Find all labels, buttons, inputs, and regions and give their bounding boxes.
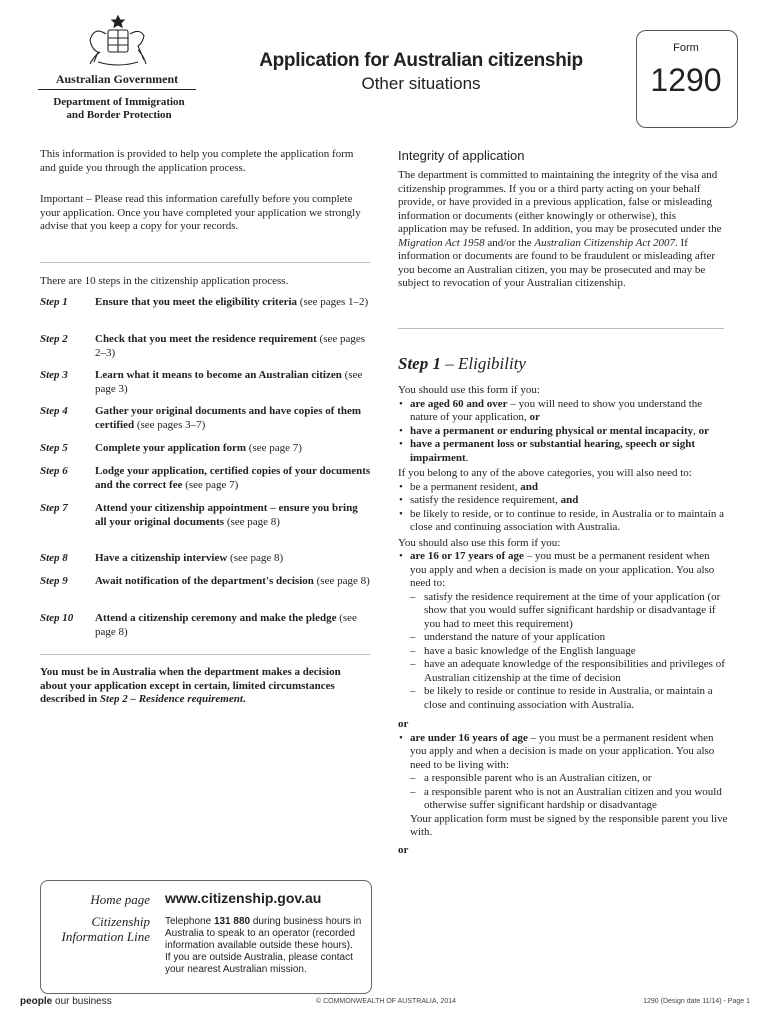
and-text: and [520,480,539,493]
step-label: Step 3 [40,369,68,381]
department-name [38,96,200,122]
government-name: Australian Government [55,72,179,86]
citizenship-act: Australian Citizenship Act 2007 [534,236,676,249]
criterion-text: – you will need to show you understand the nature of your application, [410,397,703,423]
divider [38,89,196,90]
step1-heading [398,354,526,374]
step-title: Check that you meet the residence requirement [95,333,317,345]
phone-number: 131 880 [213,916,251,927]
divider [40,654,370,655]
step-label: Step 5 [40,442,68,454]
step-label: Step 10 [40,612,74,624]
step-pages: (see page 3) [95,369,363,395]
info-line-label-2: Information Line [61,929,150,944]
step-pages: (see page 8) [313,575,370,587]
step-label: Step 6 [40,465,68,477]
list-item [398,732,728,773]
step-pages: (see page 8) [95,612,357,638]
list-item [398,550,728,591]
criterion-bold: have a permanent loss or substantial hearing, speech or sight impairment [410,438,696,464]
or-separator [398,844,728,858]
step1-content [398,384,728,857]
step-title: Gather your original documents and have copies of them certified [95,405,362,431]
sub-list-item: – be likely to reside or continue to reside in Australia, or maintain a close and continuing association with Australia. [398,685,728,712]
list-item [398,508,728,535]
belong-text: If you belong to any of the above categories, you will also need to: [398,467,692,479]
step-title: Have a citizenship interview [95,552,228,564]
list-item [398,425,728,439]
list-item [398,398,728,425]
divider [40,262,370,263]
step-label: Step 8 [40,552,68,564]
coat-of-arms-icon [78,14,158,70]
note-italic: Step 2 – Residence requirement [99,693,243,705]
step-pages: (see page 7) [246,442,302,454]
list-item [398,438,728,465]
signed-text: Your application form must be signed by the responsible parent you live with. [410,812,728,838]
info-line-label-1: Citizenship [91,914,150,929]
note-text: You must be in Australia when the department makes a decision about your application except in certain, limited circumstances described in [40,666,341,705]
step-label: Step 1 [40,296,68,308]
footer-business: our business [52,996,112,1007]
sub-list-item: – understand the nature of your application [398,631,728,645]
integrity-text: and/or the [484,236,535,249]
list-item [398,494,728,508]
step-pages: (see pages 2–3) [95,333,366,359]
steps-intro: There are 10 steps in the citizenship application process. [40,275,289,287]
step-title: Lodge your application, certified copies of your documents and the correct fee [95,465,371,491]
divider [398,328,724,329]
need-text: satisfy the residence requirement, [410,494,561,506]
step-title: Learn what it means to become an Australian citizen [95,369,342,381]
residence-note [40,666,370,707]
intro-paragraph: This information is provided to help you complete the application form and guide you through the application process. [40,148,354,174]
or-text: or [529,411,540,423]
criterion-bold: are 16 or 17 years of age [410,550,524,562]
integrity-paragraph [398,169,724,291]
step-pages: (see page 7) [182,478,239,491]
step-title: Ensure that you meet the eligibility criteria [95,296,298,308]
criterion-bold: are under 16 years of age [410,731,528,744]
or-separator [398,718,728,732]
or-text: or [698,424,710,437]
step-title: Await notification of the department's decision [95,575,314,587]
note-end: . [242,693,246,705]
step1-heading-rest: – Eligibility [440,354,526,373]
step-label: Step 4 [40,405,68,417]
department-line-2: and Border Protection [66,109,172,121]
page-subtitle: Other situations [361,74,481,93]
criterion-text: , [693,424,699,437]
step-label: Step 2 [40,333,68,345]
or-text: or [398,843,409,856]
criterion-text: – you must be a permanent resident when you apply and when a decision is made on your application. You also need to be living with: [410,731,715,771]
step-pages: (see page 8) [224,515,280,528]
step-title: Complete your application form [95,442,247,454]
footer-copyright: © COMMONWEALTH OF AUSTRALIA, 2014 [316,998,456,1005]
integrity-text: The department is committed to maintaining the integrity of the visa and citizenship programmes. If you or a third party acting on your behalf provide, or have provided in a previous application, false or misleading information or documents (either knowingly or otherwise), this application may be refused. In addition, you may be prosecuted under the [398,169,722,235]
step-label: Step 9 [40,575,68,587]
criterion-bold: are aged 60 and over [410,397,508,410]
or-text: or [398,718,409,730]
footer-people: people [20,996,53,1007]
home-page-link[interactable]: www.citizenship.gov.au [165,890,322,906]
migration-act: Migration Act 1958 [398,236,485,249]
criterion-text: . [465,451,469,464]
info-line-label [50,914,150,944]
criterion-bold: have a permanent or enduring physical or mental incapacity [410,424,694,437]
phone-prefix: Telephone [165,916,214,927]
step-pages: (see pages 1–2) [297,296,369,308]
need-text: be a permanent resident, [410,480,521,493]
integrity-text: . If information or documents are found to be fraudulent or misleading after you become an Australian citizen, you may be prosecuted and may be subject to revocation of your Australian citizenship. [398,236,716,289]
need-text: be likely to reside, or to continue to reside, in Australia or to maintain a close and continuing association with Australia. [410,507,725,533]
outside-australia-text: If you are outside Australia, please contact your nearest Australian mission. [165,952,353,975]
department-line-1: Department of Immigration [53,96,185,108]
step-label: Step 7 [40,502,68,514]
list-item [398,481,728,495]
important-paragraph: Important – Please read this information carefully before you complete your application. Once you have completed your application we strongly advise that you keep a copy for your records. [40,193,361,232]
also-use-text: You should also use this form if you: [398,536,561,549]
step-pages: (see page 8) [227,552,284,564]
page-title: Application for Australian citizenship [259,50,583,71]
info-line-text [165,916,370,976]
integrity-heading: Integrity of application [398,148,525,163]
phone-text: during business hours in Australia to speak to an operator (recorded information available outside these hours). [165,916,362,951]
form-label: Form [673,42,699,54]
step-pages: (see pages 3–7) [134,418,206,431]
sub-list-item: – have an adequate knowledge of the responsibilities and privileges of Australian citizenship at the time of decision [398,658,728,685]
form-number: 1290 [650,62,722,98]
footer-page-info: 1290 (Design date 11/14) - Page 1 [643,998,750,1005]
sub-list-item: – have a basic knowledge of the English language [398,645,728,659]
step1-heading-label: Step 1 [398,354,441,373]
footer-slogan [20,996,112,1007]
home-page-label: Home page [90,892,150,907]
step-title: Attend a citizenship ceremony and make the pledge [95,612,337,624]
sub-list-item: – a responsible parent who is an Australian citizen, or [398,772,728,786]
and-text: and [560,494,579,506]
criterion-text: – you must be a permanent resident when you apply and when a decision is made on your application. You also need to: [410,550,715,589]
sub-list-item: – a responsible parent who is not an Australian citizen and you would otherwise suffer significant hardship or disadvantage [398,786,728,813]
step-title: Attend your citizenship appointment – ensure you bring all your original documents [95,502,358,528]
sub-list-item: – satisfy the residence requirement at the time of your application (or show that you would suffer significant hardship or disadvantage if you had to meet this requirement) [398,591,728,632]
use-if-text: You should use this form if you: [398,384,540,396]
